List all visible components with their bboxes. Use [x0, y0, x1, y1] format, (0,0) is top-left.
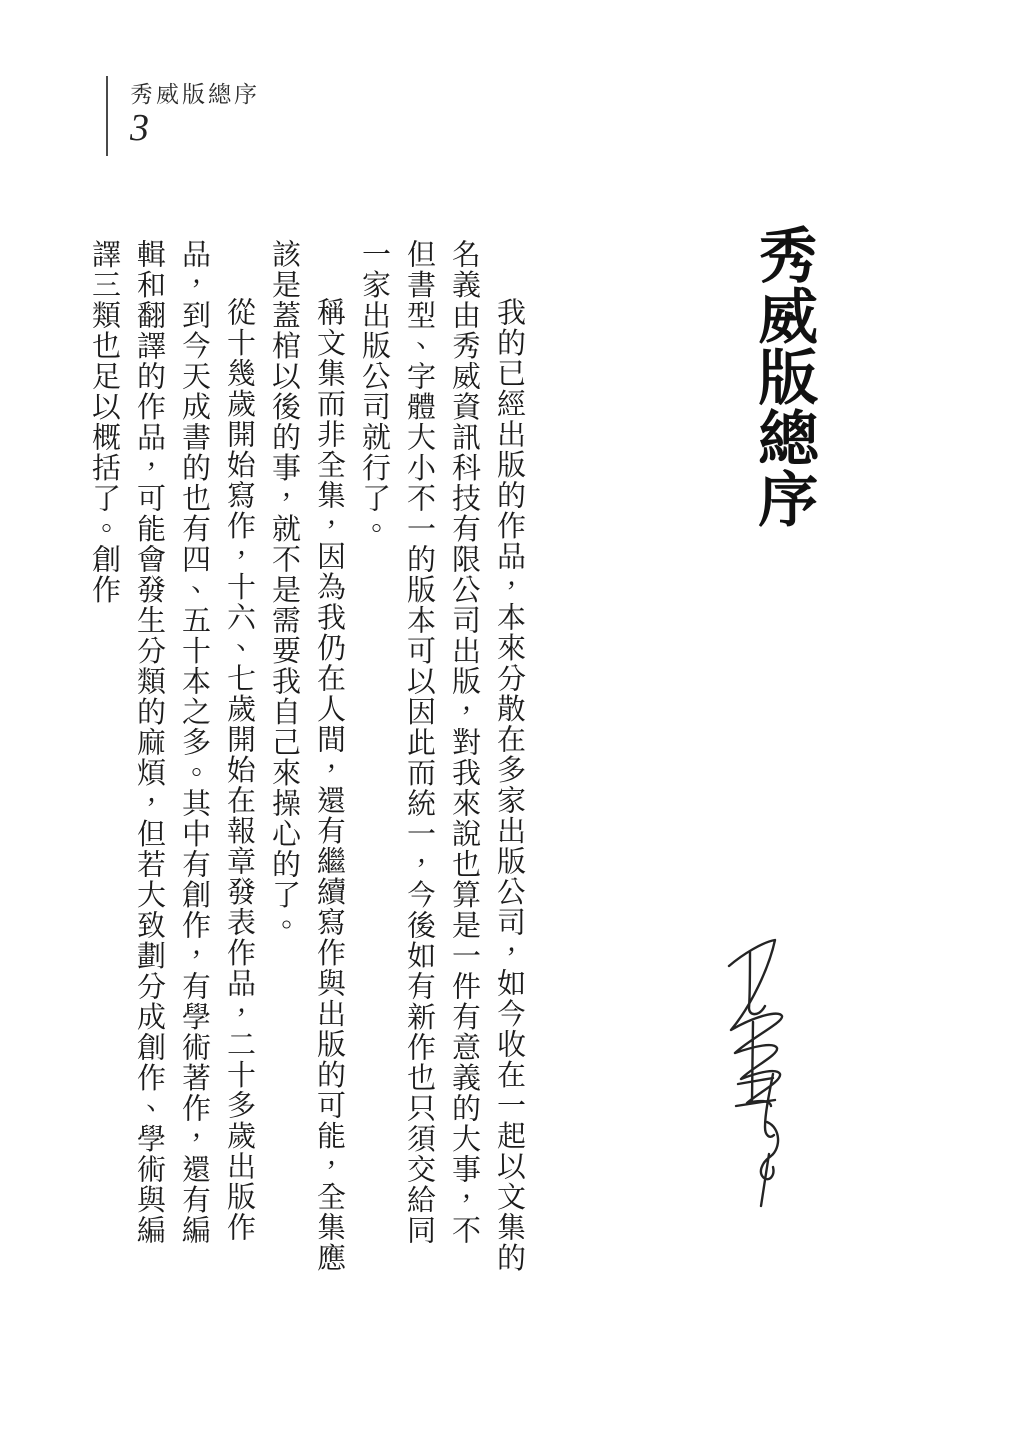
paragraph-3: 從十幾歲開始寫作，十六、七歲開始在報章發表作品，二十多歲出版作品，到今天成書的也有四、五十本之多。其中有創作，有學術著作，還有編輯和翻譯的作品，可能會發生分類的麻煩，但若大致劃分成創作、學術與編譯三類也足以概括了。創作 — [88, 239, 255, 1246]
author-signature-icon — [693, 922, 823, 1212]
page-number: 3 — [130, 107, 149, 149]
paragraph-2: 稱文集而非全集，因為我仍在人間，還有繼續寫作與出版的可能，全集應該是蓋棺以後的事，就不是需要我自己來操心的了。 — [268, 239, 345, 1273]
header-rule — [106, 76, 108, 156]
body-text — [88, 239, 531, 1275]
paragraph-1: 我的已經出版的作品，本來分散在多家出版公司，如今收在一起以文集的名義由秀威資訊科技有限公司出版，對我來說也算是一件有意義的大事，不但書型、字體大小不一的版本可以因此而統一，今後如有新作也只須交給同一家出版公司就行了。 — [358, 239, 525, 1273]
signature-drawing — [693, 922, 823, 1212]
chapter-title: 秀威版總序 — [750, 224, 817, 529]
running-header-title: 秀威版總序 — [130, 82, 260, 107]
